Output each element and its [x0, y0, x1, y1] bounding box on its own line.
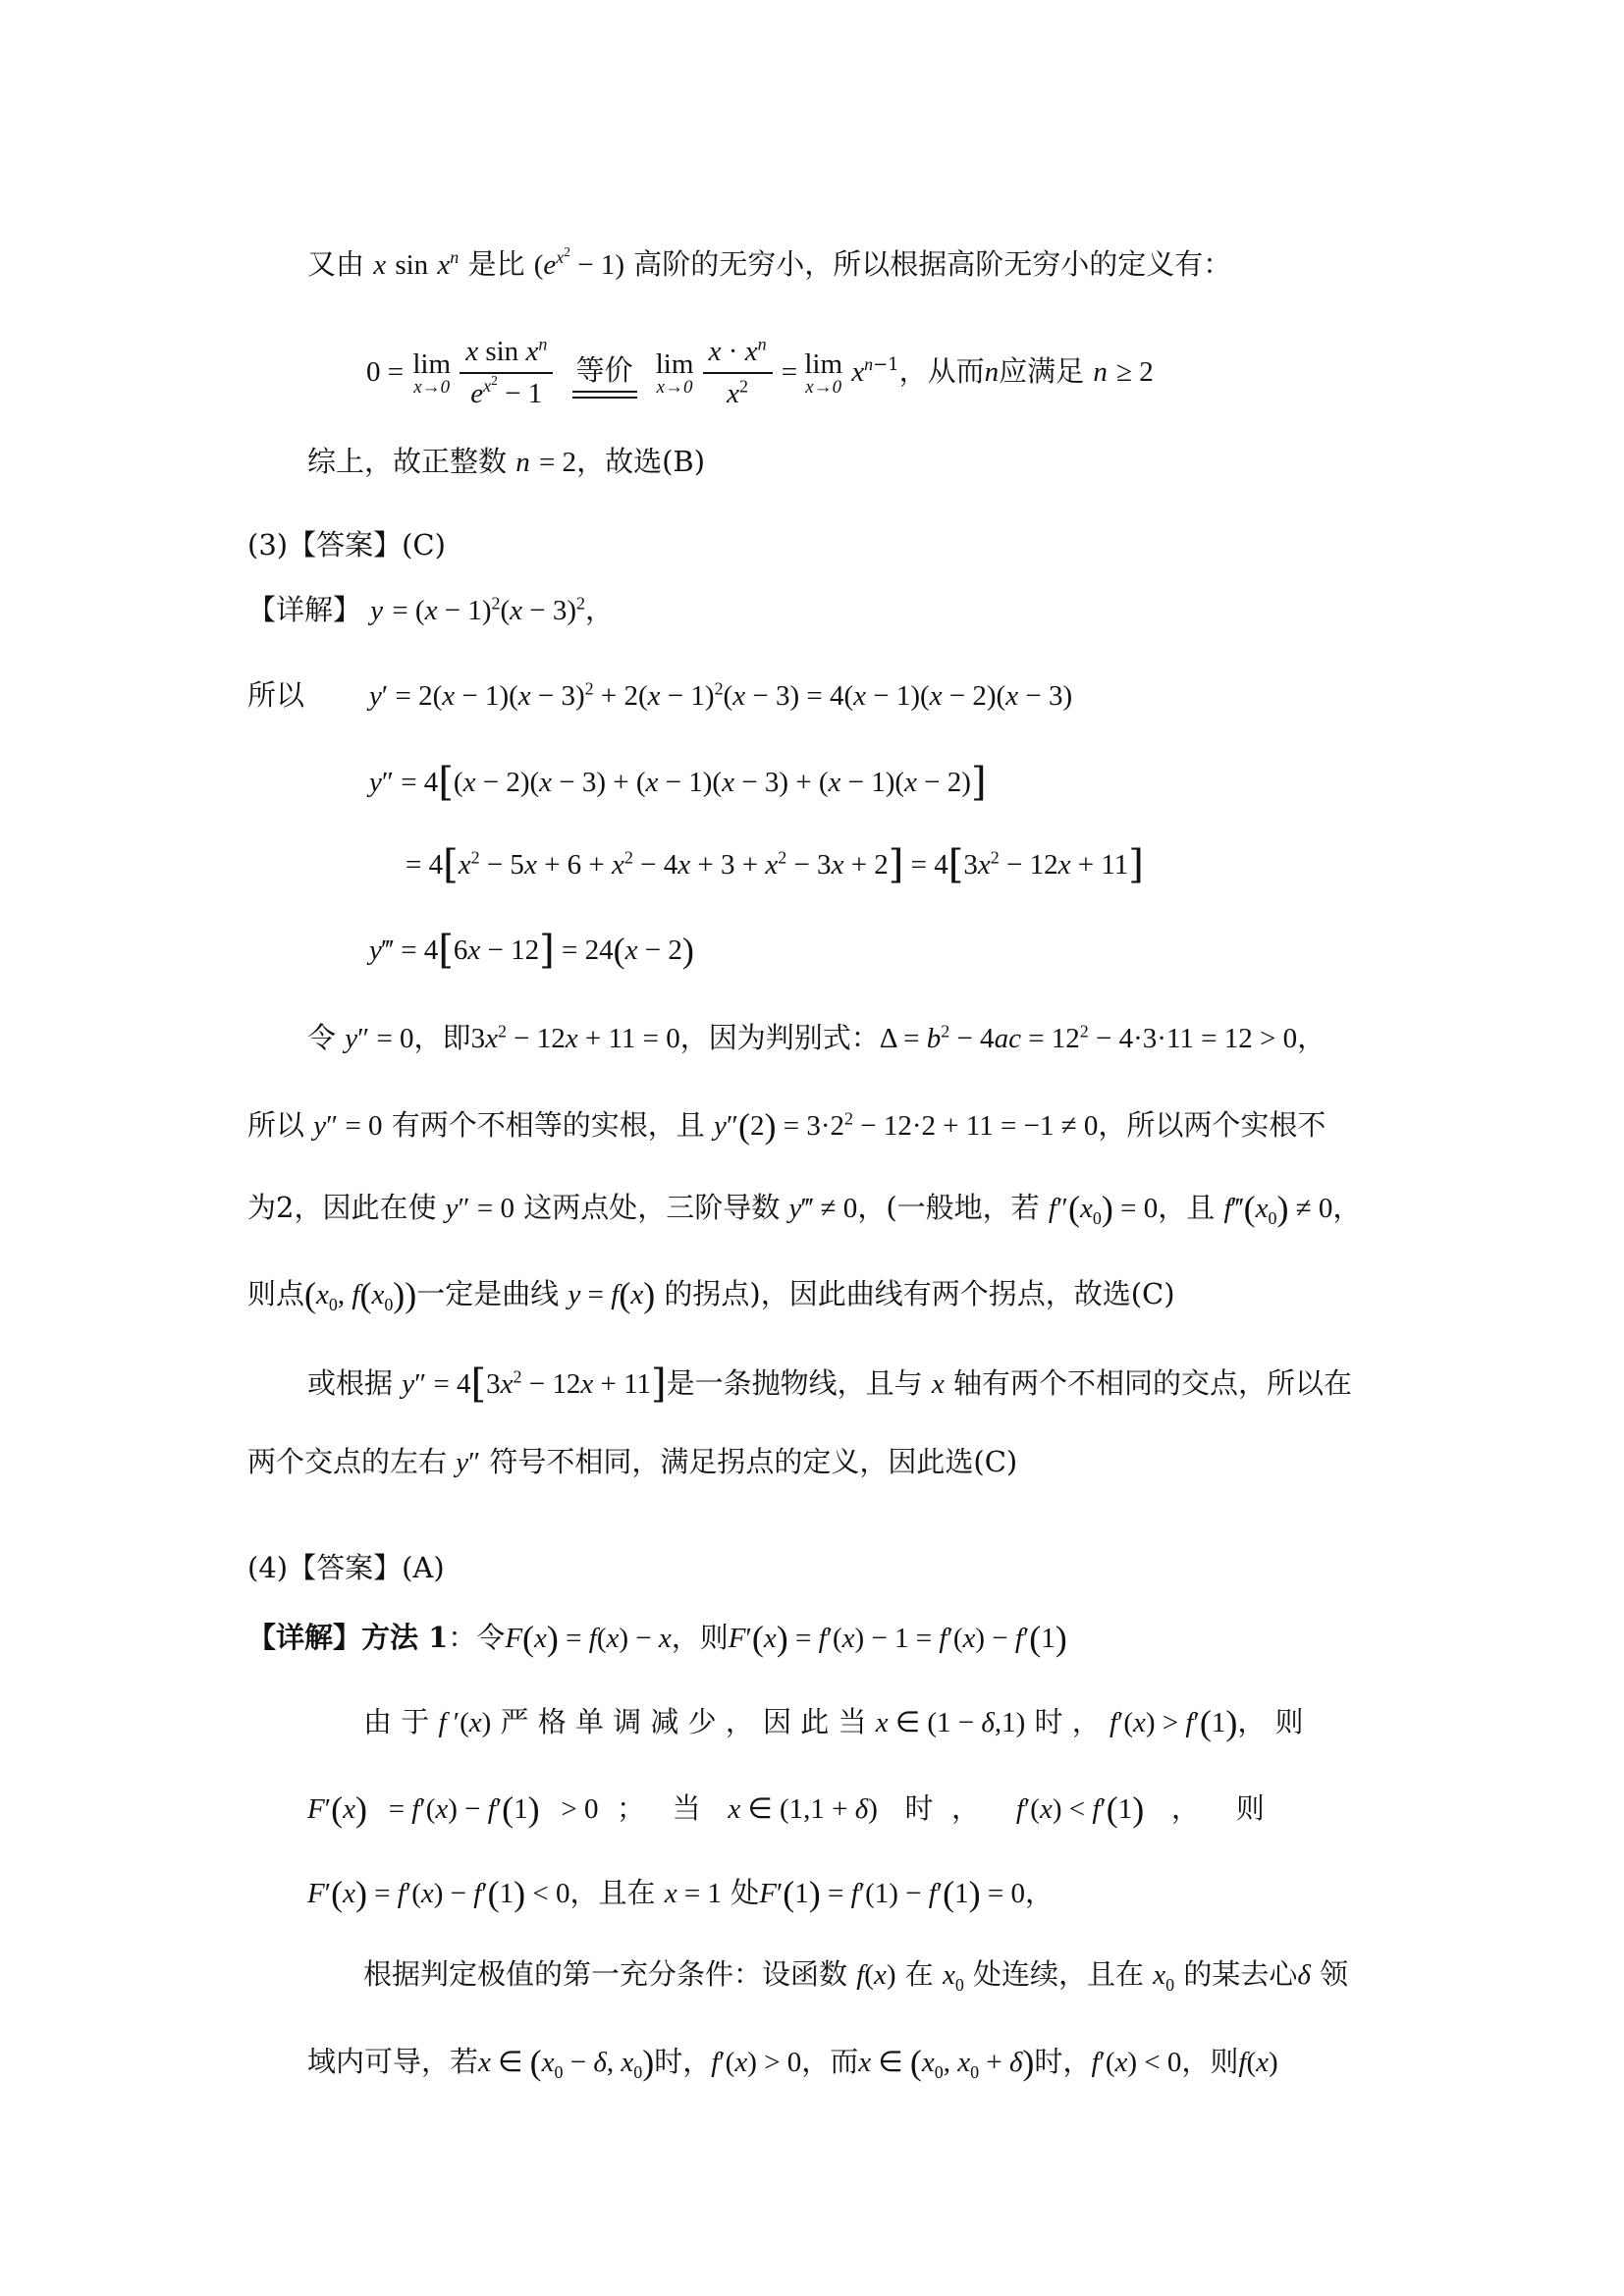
text-line: 域内可导，若x ∈ ($x_0 - \delta$, $x_0$)时，f′(x) > 0，而x ∈ ($x_0$, $x_0 + \delta$)时，f′(x) < 0，则f(x): [307, 2043, 1278, 2082]
text-line: 或根据 $y'' = 4[3x^2 - 12x + 11]$是一条抛物线，且与 x 轴有两个不相同的交点，所以在: [307, 1362, 1352, 1407]
equation-line: y‴ = 4[6x − 12] = 24(x − 2): [369, 928, 694, 973]
equivalence-sign: 等价: [572, 348, 637, 399]
text-line: 令 y″ = 0，即$3x^2 - 12x + 11 = 0$，因为判别式：$\Delta = b^2 - 4ac = 12^2 - 4\cdot 3\cdot 11 = 12 > 0$，: [307, 1021, 1326, 1054]
text-line: 【详解】方法 1：令F(x) = f(x) − x，则F′(x) = f′(x) − 1 = f′(x) − f′(1): [247, 1619, 1067, 1658]
text-fragment: 是比: [467, 247, 525, 281]
text-line: 综上，故正整数 n = 2，故选(B): [307, 445, 706, 478]
text-fragment: 高阶的无穷小，所以根据高阶无穷小的定义有：: [633, 247, 1232, 281]
section-title: (4)【答案】(A): [247, 1551, 445, 1584]
text-line: F′(x) = f′(x) − f′(1) > 0 ； 当 x ∈ (1,1 + δ) 时 ， f′(x) < f′(1) ， 则: [307, 1789, 1265, 1829]
equation-line: $y' = 2(x - 1)(x - 3)^2 + 2(x - 1)^2(x - 3) = 4(x - 1)(x - 2)(x - 3)$: [369, 678, 1073, 712]
text-fragment: 又由: [307, 247, 365, 281]
text-line: 所以 y″ = 0 有两个不相等的实根，且 $y''(2) = 3\cdot 2^2 - 12\cdot 2 + 11 = -1 \ne 0$，所以两个实根不: [247, 1106, 1326, 1146]
text-line: 【详解】 $y = (x - 1)^2(x - 3)^2$，: [247, 593, 615, 626]
text-line: F′(x) = f′(x) − f′(1) < 0，且在 x = 1 处F′(1) = f′(1) − f′(1) = 0，: [307, 1874, 1055, 1913]
text-line: 两个交点的左右 y″ 符号不相同，满足拐点的定义，因此选(C): [247, 1445, 1018, 1478]
text-line: 则点($x_0$, $f(x_0)$)一定是曲线 y = f(x) 的拐点)，因此曲线有两个拐点，故选(C): [247, 1275, 1175, 1314]
equation-line: 所以: [247, 678, 305, 712]
section-title: (3)【答案】(C): [247, 528, 446, 561]
text-line: 又由 x $\sin x^n$ 是比 $(e^{x^2} - 1)$ 高阶的无穷小，所以根据高阶无穷小的定义有：: [307, 244, 1232, 281]
text-line: 为2，因此在使 y″ = 0 这两点处，三阶导数 y‴ ≠ 0，(一般地，若 $f''(x_0) = 0$，且 $f‴(x_0) \ne 0$，: [247, 1189, 1362, 1228]
equation-limit: 0 = lim x→0 $\frac{x \sin x^n}{e^{x^2} - 1}$ 等价 lim x→0 $\frac{x \cdot x^n}{x^2}$ = lim x→0 $x^{n-1}$，从而n应满足 n ≥ 2: [366, 334, 1154, 409]
equation-line: = $4[x^2 - 5x + 6 + x^2 - 4x + 3 + x^2 - 3x + 2] = 4[3x^2 - 12x + 11]$: [406, 842, 1144, 887]
text-line: 根据判定极值的第一充分条件：设函数 f(x) 在 $x_0$ 处连续，且在 $x_0$ 的某去心δ 领: [363, 1957, 1349, 1995]
text-line: 由 于 f ′(x) 严 格 单 调 减 少 ， 因 此 当 x ∈ (1 − δ,1) 时 ， f′(x) > f′(1)， 则: [363, 1703, 1304, 1742]
equation-line: y″ = 4[(x − 2)(x − 3) + (x − 1)(x − 3) + (x − 1)(x − 2)]: [369, 760, 987, 805]
